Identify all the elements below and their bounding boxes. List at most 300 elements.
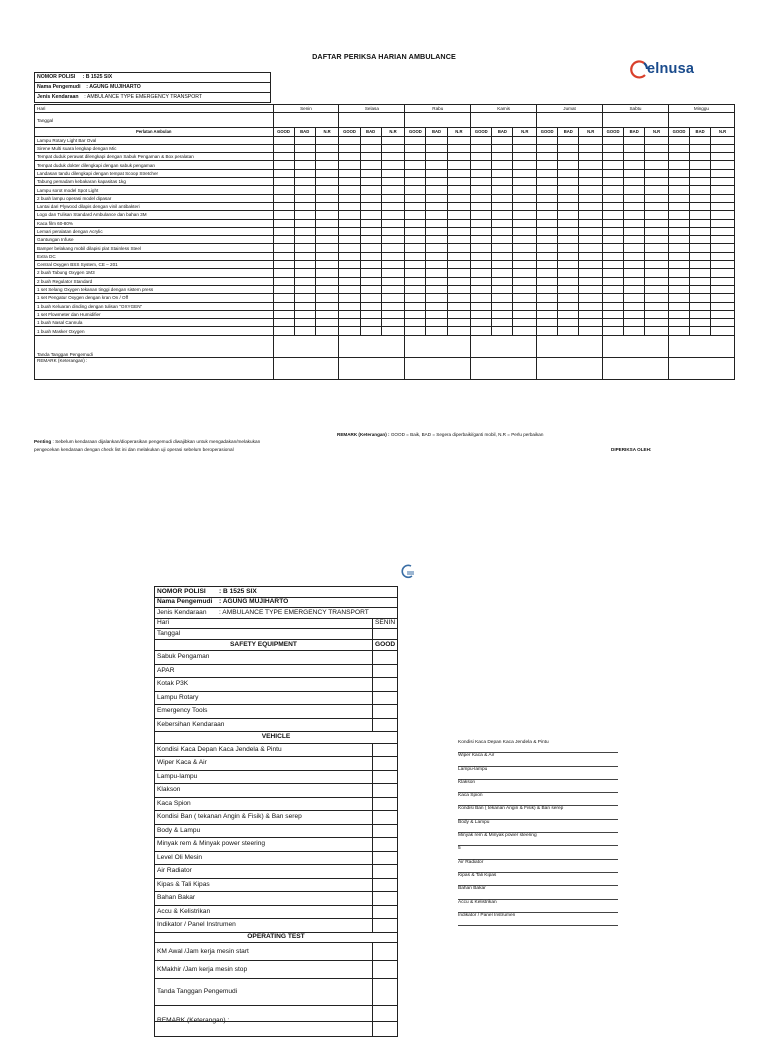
remark-cell[interactable]	[603, 357, 669, 379]
check-cell[interactable]	[294, 285, 315, 293]
check-cell[interactable]	[315, 252, 339, 260]
check-cell[interactable]	[471, 227, 492, 235]
safety-check-cell[interactable]	[373, 651, 398, 665]
check-cell[interactable]	[339, 236, 360, 244]
check-cell[interactable]	[426, 236, 447, 244]
check-cell[interactable]	[315, 302, 339, 310]
check-cell[interactable]	[381, 319, 405, 327]
check-cell[interactable]	[690, 202, 711, 210]
check-cell[interactable]	[405, 136, 426, 144]
check-cell[interactable]	[426, 319, 447, 327]
check-cell[interactable]	[294, 144, 315, 152]
check-cell[interactable]	[315, 202, 339, 210]
check-cell[interactable]	[645, 269, 669, 277]
check-cell[interactable]	[294, 244, 315, 252]
check-cell[interactable]	[447, 144, 471, 152]
check-cell[interactable]	[360, 194, 381, 202]
check-cell[interactable]	[624, 261, 645, 269]
check-cell[interactable]	[381, 285, 405, 293]
check-cell[interactable]	[645, 194, 669, 202]
vehicle-check-cell[interactable]	[373, 770, 398, 784]
check-cell[interactable]	[339, 136, 360, 144]
check-cell[interactable]	[711, 277, 735, 285]
check-cell[interactable]	[624, 236, 645, 244]
check-cell[interactable]	[273, 178, 294, 186]
vehicle-check-cell[interactable]	[373, 838, 398, 852]
check-cell[interactable]	[471, 186, 492, 194]
check-cell[interactable]	[513, 261, 537, 269]
check-cell[interactable]	[603, 202, 624, 210]
check-cell[interactable]	[711, 186, 735, 194]
check-cell[interactable]	[513, 153, 537, 161]
check-cell[interactable]	[315, 319, 339, 327]
check-cell[interactable]	[315, 277, 339, 285]
check-cell[interactable]	[471, 244, 492, 252]
check-cell[interactable]	[645, 169, 669, 177]
check-cell[interactable]	[360, 227, 381, 235]
check-cell[interactable]	[360, 219, 381, 227]
check-cell[interactable]	[579, 244, 603, 252]
check-cell[interactable]	[537, 169, 558, 177]
check-cell[interactable]	[690, 327, 711, 335]
check-cell[interactable]	[381, 327, 405, 335]
check-cell[interactable]	[513, 136, 537, 144]
check-cell[interactable]	[513, 202, 537, 210]
check-cell[interactable]	[711, 294, 735, 302]
check-cell[interactable]	[645, 144, 669, 152]
check-cell[interactable]	[360, 244, 381, 252]
check-cell[interactable]	[690, 319, 711, 327]
check-cell[interactable]	[426, 202, 447, 210]
check-cell[interactable]	[537, 244, 558, 252]
check-cell[interactable]	[603, 169, 624, 177]
check-cell[interactable]	[668, 153, 689, 161]
check-cell[interactable]	[537, 319, 558, 327]
check-cell[interactable]	[711, 161, 735, 169]
check-cell[interactable]	[471, 194, 492, 202]
check-cell[interactable]	[339, 194, 360, 202]
check-cell[interactable]	[492, 294, 513, 302]
check-cell[interactable]	[339, 202, 360, 210]
check-cell[interactable]	[294, 153, 315, 161]
check-cell[interactable]	[273, 227, 294, 235]
check-cell[interactable]	[315, 169, 339, 177]
check-cell[interactable]	[558, 219, 579, 227]
check-cell[interactable]	[492, 244, 513, 252]
check-cell[interactable]	[645, 219, 669, 227]
check-cell[interactable]	[471, 153, 492, 161]
check-cell[interactable]	[558, 319, 579, 327]
check-cell[interactable]	[558, 202, 579, 210]
check-cell[interactable]	[537, 310, 558, 318]
check-cell[interactable]	[513, 169, 537, 177]
check-cell[interactable]	[690, 302, 711, 310]
date-cell[interactable]	[537, 113, 603, 128]
check-cell[interactable]	[513, 294, 537, 302]
check-cell[interactable]	[558, 153, 579, 161]
check-cell[interactable]	[579, 269, 603, 277]
check-cell[interactable]	[603, 136, 624, 144]
vehicle-check-cell[interactable]	[373, 797, 398, 811]
check-cell[interactable]	[668, 227, 689, 235]
check-cell[interactable]	[405, 211, 426, 219]
check-cell[interactable]	[492, 252, 513, 260]
check-cell[interactable]	[537, 136, 558, 144]
check-cell[interactable]	[471, 269, 492, 277]
check-cell[interactable]	[603, 252, 624, 260]
check-cell[interactable]	[690, 211, 711, 219]
date-cell[interactable]	[273, 113, 339, 128]
check-cell[interactable]	[624, 136, 645, 144]
check-cell[interactable]	[273, 153, 294, 161]
check-cell[interactable]	[405, 219, 426, 227]
check-cell[interactable]	[558, 194, 579, 202]
check-cell[interactable]	[579, 236, 603, 244]
check-cell[interactable]	[668, 186, 689, 194]
check-cell[interactable]	[668, 294, 689, 302]
check-cell[interactable]	[492, 161, 513, 169]
check-cell[interactable]	[339, 211, 360, 219]
check-cell[interactable]	[426, 277, 447, 285]
check-cell[interactable]	[579, 153, 603, 161]
check-cell[interactable]	[381, 277, 405, 285]
check-cell[interactable]	[294, 178, 315, 186]
check-cell[interactable]	[381, 302, 405, 310]
check-cell[interactable]	[273, 269, 294, 277]
check-cell[interactable]	[624, 319, 645, 327]
check-cell[interactable]	[558, 261, 579, 269]
date-cell[interactable]	[339, 113, 405, 128]
check-cell[interactable]	[513, 219, 537, 227]
check-cell[interactable]	[294, 227, 315, 235]
check-cell[interactable]	[558, 178, 579, 186]
check-cell[interactable]	[579, 227, 603, 235]
check-cell[interactable]	[624, 227, 645, 235]
check-cell[interactable]	[690, 194, 711, 202]
check-cell[interactable]	[339, 327, 360, 335]
check-cell[interactable]	[711, 319, 735, 327]
check-cell[interactable]	[447, 186, 471, 194]
check-cell[interactable]	[426, 153, 447, 161]
check-cell[interactable]	[624, 178, 645, 186]
check-cell[interactable]	[668, 161, 689, 169]
check-cell[interactable]	[381, 269, 405, 277]
check-cell[interactable]	[711, 236, 735, 244]
check-cell[interactable]	[315, 178, 339, 186]
safety-check-cell[interactable]	[373, 664, 398, 678]
check-cell[interactable]	[315, 285, 339, 293]
check-cell[interactable]	[603, 277, 624, 285]
check-cell[interactable]	[381, 161, 405, 169]
check-cell[interactable]	[624, 219, 645, 227]
check-cell[interactable]	[273, 219, 294, 227]
check-cell[interactable]	[381, 186, 405, 194]
check-cell[interactable]	[360, 169, 381, 177]
check-cell[interactable]	[381, 169, 405, 177]
check-cell[interactable]	[537, 252, 558, 260]
check-cell[interactable]	[492, 178, 513, 186]
check-cell[interactable]	[339, 161, 360, 169]
check-cell[interactable]	[492, 136, 513, 144]
check-cell[interactable]	[339, 285, 360, 293]
check-cell[interactable]	[558, 169, 579, 177]
check-cell[interactable]	[339, 319, 360, 327]
check-cell[interactable]	[492, 144, 513, 152]
check-cell[interactable]	[471, 161, 492, 169]
check-cell[interactable]	[537, 202, 558, 210]
check-cell[interactable]	[603, 219, 624, 227]
vehicle-check-cell[interactable]	[373, 892, 398, 906]
check-cell[interactable]	[711, 285, 735, 293]
remark-cell[interactable]	[273, 357, 339, 379]
check-cell[interactable]	[558, 227, 579, 235]
check-cell[interactable]	[273, 186, 294, 194]
check-cell[interactable]	[315, 136, 339, 144]
check-cell[interactable]	[690, 261, 711, 269]
check-cell[interactable]	[624, 269, 645, 277]
check-cell[interactable]	[339, 244, 360, 252]
check-cell[interactable]	[645, 302, 669, 310]
check-cell[interactable]	[624, 194, 645, 202]
check-cell[interactable]	[339, 294, 360, 302]
check-cell[interactable]	[447, 136, 471, 144]
check-cell[interactable]	[405, 261, 426, 269]
check-cell[interactable]	[360, 277, 381, 285]
remark-cell[interactable]	[405, 357, 471, 379]
check-cell[interactable]	[339, 310, 360, 318]
check-cell[interactable]	[447, 211, 471, 219]
check-cell[interactable]	[405, 194, 426, 202]
check-cell[interactable]	[360, 144, 381, 152]
check-cell[interactable]	[711, 310, 735, 318]
check-cell[interactable]	[668, 285, 689, 293]
check-cell[interactable]	[447, 285, 471, 293]
check-cell[interactable]	[513, 178, 537, 186]
check-cell[interactable]	[603, 161, 624, 169]
check-cell[interactable]	[711, 302, 735, 310]
check-cell[interactable]	[645, 227, 669, 235]
check-cell[interactable]	[645, 310, 669, 318]
check-cell[interactable]	[315, 194, 339, 202]
check-cell[interactable]	[447, 261, 471, 269]
check-cell[interactable]	[513, 211, 537, 219]
check-cell[interactable]	[315, 153, 339, 161]
check-cell[interactable]	[558, 252, 579, 260]
check-cell[interactable]	[690, 244, 711, 252]
check-cell[interactable]	[381, 136, 405, 144]
check-cell[interactable]	[471, 285, 492, 293]
check-cell[interactable]	[537, 211, 558, 219]
vehicle-check-cell[interactable]	[373, 865, 398, 879]
check-cell[interactable]	[492, 194, 513, 202]
check-cell[interactable]	[579, 285, 603, 293]
check-cell[interactable]	[492, 327, 513, 335]
check-cell[interactable]	[294, 327, 315, 335]
check-cell[interactable]	[294, 169, 315, 177]
check-cell[interactable]	[339, 227, 360, 235]
signature-cell[interactable]	[537, 335, 603, 357]
check-cell[interactable]	[471, 169, 492, 177]
check-cell[interactable]	[558, 244, 579, 252]
check-cell[interactable]	[690, 161, 711, 169]
check-cell[interactable]	[579, 319, 603, 327]
check-cell[interactable]	[537, 261, 558, 269]
check-cell[interactable]	[471, 202, 492, 210]
check-cell[interactable]	[690, 310, 711, 318]
check-cell[interactable]	[315, 327, 339, 335]
check-cell[interactable]	[492, 211, 513, 219]
check-cell[interactable]	[579, 136, 603, 144]
check-cell[interactable]	[360, 136, 381, 144]
check-cell[interactable]	[711, 144, 735, 152]
check-cell[interactable]	[537, 277, 558, 285]
safety-check-cell[interactable]	[373, 691, 398, 705]
check-cell[interactable]	[603, 244, 624, 252]
check-cell[interactable]	[537, 194, 558, 202]
check-cell[interactable]	[668, 194, 689, 202]
check-cell[interactable]	[668, 144, 689, 152]
check-cell[interactable]	[711, 194, 735, 202]
check-cell[interactable]	[513, 244, 537, 252]
check-cell[interactable]	[471, 319, 492, 327]
check-cell[interactable]	[447, 219, 471, 227]
check-cell[interactable]	[405, 178, 426, 186]
check-cell[interactable]	[513, 227, 537, 235]
check-cell[interactable]	[492, 169, 513, 177]
check-cell[interactable]	[558, 144, 579, 152]
check-cell[interactable]	[645, 236, 669, 244]
check-cell[interactable]	[624, 169, 645, 177]
check-cell[interactable]	[381, 236, 405, 244]
check-cell[interactable]	[537, 327, 558, 335]
check-cell[interactable]	[579, 219, 603, 227]
signature-cell[interactable]	[405, 335, 471, 357]
check-cell[interactable]	[339, 186, 360, 194]
check-cell[interactable]	[447, 252, 471, 260]
check-cell[interactable]	[690, 169, 711, 177]
check-cell[interactable]	[492, 236, 513, 244]
check-cell[interactable]	[426, 178, 447, 186]
check-cell[interactable]	[513, 144, 537, 152]
check-cell[interactable]	[690, 227, 711, 235]
check-cell[interactable]	[492, 227, 513, 235]
check-cell[interactable]	[273, 285, 294, 293]
check-cell[interactable]	[537, 186, 558, 194]
vehicle-check-cell[interactable]	[373, 851, 398, 865]
check-cell[interactable]	[339, 169, 360, 177]
check-cell[interactable]	[645, 202, 669, 210]
check-cell[interactable]	[690, 178, 711, 186]
check-cell[interactable]	[471, 211, 492, 219]
check-cell[interactable]	[690, 236, 711, 244]
check-cell[interactable]	[339, 144, 360, 152]
check-cell[interactable]	[668, 202, 689, 210]
check-cell[interactable]	[447, 169, 471, 177]
check-cell[interactable]	[579, 194, 603, 202]
check-cell[interactable]	[426, 269, 447, 277]
check-cell[interactable]	[294, 319, 315, 327]
check-cell[interactable]	[294, 277, 315, 285]
check-cell[interactable]	[603, 302, 624, 310]
check-cell[interactable]	[579, 277, 603, 285]
check-cell[interactable]	[579, 310, 603, 318]
check-cell[interactable]	[381, 194, 405, 202]
check-cell[interactable]	[405, 327, 426, 335]
operating-value-cell[interactable]	[373, 943, 398, 961]
check-cell[interactable]	[645, 277, 669, 285]
remark-cell[interactable]	[537, 357, 603, 379]
check-cell[interactable]	[668, 136, 689, 144]
check-cell[interactable]	[360, 252, 381, 260]
check-cell[interactable]	[558, 236, 579, 244]
check-cell[interactable]	[624, 144, 645, 152]
check-cell[interactable]	[645, 186, 669, 194]
vehicle-check-cell[interactable]	[373, 743, 398, 757]
check-cell[interactable]	[603, 319, 624, 327]
check-cell[interactable]	[339, 178, 360, 186]
check-cell[interactable]	[426, 252, 447, 260]
operating-value-cell[interactable]	[373, 961, 398, 979]
check-cell[interactable]	[360, 302, 381, 310]
check-cell[interactable]	[381, 144, 405, 152]
check-cell[interactable]	[405, 236, 426, 244]
check-cell[interactable]	[668, 236, 689, 244]
safety-check-cell[interactable]	[373, 705, 398, 719]
check-cell[interactable]	[624, 211, 645, 219]
vehicle-check-cell[interactable]	[373, 905, 398, 919]
check-cell[interactable]	[645, 294, 669, 302]
check-cell[interactable]	[273, 294, 294, 302]
check-cell[interactable]	[711, 244, 735, 252]
vehicle-check-cell[interactable]	[373, 757, 398, 771]
check-cell[interactable]	[360, 161, 381, 169]
date-cell[interactable]	[603, 113, 669, 128]
safety-check-cell[interactable]	[373, 678, 398, 692]
check-cell[interactable]	[579, 211, 603, 219]
check-cell[interactable]	[513, 302, 537, 310]
check-cell[interactable]	[537, 236, 558, 244]
check-cell[interactable]	[513, 186, 537, 194]
check-cell[interactable]	[381, 252, 405, 260]
check-cell[interactable]	[711, 178, 735, 186]
check-cell[interactable]	[471, 277, 492, 285]
check-cell[interactable]	[624, 252, 645, 260]
check-cell[interactable]	[360, 178, 381, 186]
check-cell[interactable]	[315, 144, 339, 152]
check-cell[interactable]	[294, 261, 315, 269]
check-cell[interactable]	[339, 277, 360, 285]
check-cell[interactable]	[426, 211, 447, 219]
check-cell[interactable]	[294, 186, 315, 194]
check-cell[interactable]	[315, 236, 339, 244]
check-cell[interactable]	[360, 310, 381, 318]
date-cell[interactable]	[405, 113, 471, 128]
check-cell[interactable]	[447, 319, 471, 327]
tanggal-value[interactable]	[373, 629, 398, 640]
check-cell[interactable]	[426, 261, 447, 269]
check-cell[interactable]	[513, 319, 537, 327]
check-cell[interactable]	[447, 302, 471, 310]
check-cell[interactable]	[405, 269, 426, 277]
check-cell[interactable]	[690, 219, 711, 227]
check-cell[interactable]	[603, 269, 624, 277]
check-cell[interactable]	[690, 252, 711, 260]
check-cell[interactable]	[711, 202, 735, 210]
check-cell[interactable]	[471, 219, 492, 227]
check-cell[interactable]	[339, 252, 360, 260]
check-cell[interactable]	[471, 302, 492, 310]
check-cell[interactable]	[405, 310, 426, 318]
